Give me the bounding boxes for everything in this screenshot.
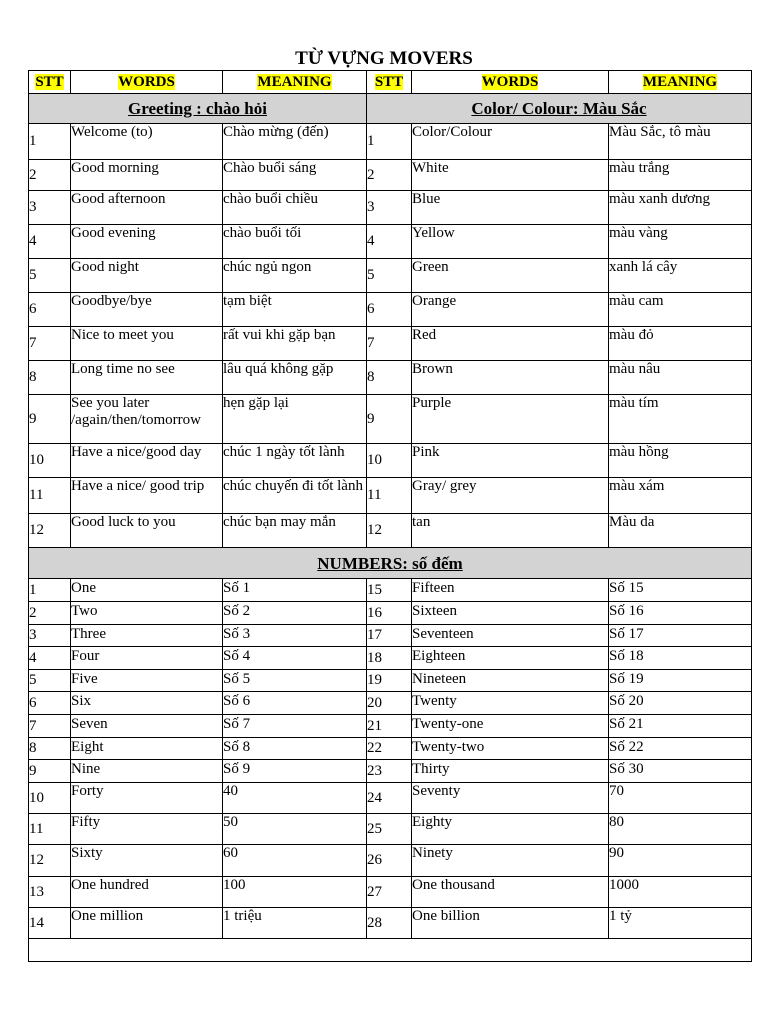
- table-row: [29, 514, 752, 548]
- row-number: 8: [29, 738, 71, 760]
- meaning-cell: màu hồng: [609, 444, 752, 478]
- row-number: 26: [367, 845, 412, 877]
- meaning-cell: 1 tỷ: [609, 908, 752, 939]
- word-cell: White: [412, 160, 609, 191]
- row-number: 2: [29, 602, 71, 625]
- meaning-cell: Số 2: [223, 602, 367, 625]
- row-number: 6: [367, 293, 412, 327]
- table-row: [29, 259, 752, 293]
- row-number: 3: [29, 191, 71, 225]
- table-row: [29, 293, 752, 327]
- meaning-cell: Chào mừng (đến): [223, 124, 367, 160]
- table-row: [29, 191, 752, 225]
- row-number: 10: [367, 444, 412, 478]
- table-row: [29, 327, 752, 361]
- header-cell: WORDS: [71, 71, 223, 94]
- meaning-cell: hẹn gặp lại: [223, 395, 367, 444]
- row-number: 12: [29, 845, 71, 877]
- row-number: 20: [367, 692, 412, 715]
- meaning-cell: Số 7: [223, 715, 367, 738]
- row-number: 10: [29, 783, 71, 814]
- word-cell: Fifty: [71, 814, 223, 845]
- word-cell: Red: [412, 327, 609, 361]
- meaning-cell: chào buổi tối: [223, 225, 367, 259]
- meaning-cell: 70: [609, 783, 752, 814]
- header-cell: STT: [367, 71, 412, 94]
- row-number: 7: [367, 327, 412, 361]
- row-number: 11: [367, 478, 412, 514]
- word-cell: Blue: [412, 191, 609, 225]
- word-cell: Nineteen: [412, 670, 609, 692]
- meaning-cell: 80: [609, 814, 752, 845]
- row-number: 16: [367, 602, 412, 625]
- word-cell: tan: [412, 514, 609, 548]
- meaning-cell: Số 8: [223, 738, 367, 760]
- row-number: 9: [29, 395, 71, 444]
- word-cell: Twenty-one: [412, 715, 609, 738]
- row-number: 9: [367, 395, 412, 444]
- table-row: [29, 395, 752, 444]
- meaning-cell: màu nâu: [609, 361, 752, 395]
- meaning-cell: màu tím: [609, 395, 752, 444]
- section-header-row: [29, 548, 752, 579]
- word-cell: Goodbye/bye: [71, 293, 223, 327]
- word-cell: Orange: [412, 293, 609, 327]
- row-number: 7: [29, 715, 71, 738]
- meaning-cell: Số 4: [223, 647, 367, 670]
- table-row: [29, 602, 752, 625]
- row-number: 18: [367, 647, 412, 670]
- word-cell: Brown: [412, 361, 609, 395]
- word-cell: Seventy: [412, 783, 609, 814]
- word-cell: Nice to meet you: [71, 327, 223, 361]
- row-number: 2: [367, 160, 412, 191]
- row-number: 23: [367, 760, 412, 783]
- row-number: 1: [367, 124, 412, 160]
- vocabulary-table: [28, 70, 752, 962]
- table-row: [29, 124, 752, 160]
- row-number: 25: [367, 814, 412, 845]
- row-number: 7: [29, 327, 71, 361]
- word-cell: One million: [71, 908, 223, 939]
- word-cell: Two: [71, 602, 223, 625]
- meaning-cell: 50: [223, 814, 367, 845]
- table-row: [29, 670, 752, 692]
- meaning-cell: Số 19: [609, 670, 752, 692]
- meaning-cell: chúc bạn may mắn: [223, 514, 367, 548]
- meaning-cell: Số 16: [609, 602, 752, 625]
- word-cell: Eight: [71, 738, 223, 760]
- word-cell: Green: [412, 259, 609, 293]
- document-title: TỪ VỰNG MOVERS: [295, 48, 473, 69]
- meaning-cell: chào buổi chiều: [223, 191, 367, 225]
- row-number: 3: [367, 191, 412, 225]
- section-title-greeting: Greeting : chào hỏi: [29, 94, 367, 124]
- word-cell: Forty: [71, 783, 223, 814]
- word-cell: Good evening: [71, 225, 223, 259]
- row-number: 8: [29, 361, 71, 395]
- word-cell: Twenty: [412, 692, 609, 715]
- row-number: 12: [367, 514, 412, 548]
- section-header-row: [29, 94, 752, 124]
- row-number: 11: [29, 814, 71, 845]
- row-number: 15: [367, 579, 412, 602]
- meaning-cell: Số 1: [223, 579, 367, 602]
- word-cell: Seventeen: [412, 625, 609, 647]
- meaning-cell: chúc 1 ngày tốt lành: [223, 444, 367, 478]
- meaning-cell: Màu Sắc, tô màu: [609, 124, 752, 160]
- word-cell: Eighty: [412, 814, 609, 845]
- meaning-cell: rất vui khi gặp bạn: [223, 327, 367, 361]
- row-number: 4: [29, 225, 71, 259]
- word-cell: Purple: [412, 395, 609, 444]
- meaning-cell: Chào buổi sáng: [223, 160, 367, 191]
- row-number: 1: [29, 124, 71, 160]
- word-cell: Color/Colour: [412, 124, 609, 160]
- row-number: 12: [29, 514, 71, 548]
- meaning-cell: Số 18: [609, 647, 752, 670]
- word-cell: Gray/ grey: [412, 478, 609, 514]
- row-number: 10: [29, 444, 71, 478]
- meaning-cell: màu cam: [609, 293, 752, 327]
- table-row: [29, 715, 752, 738]
- meaning-cell: Màu da: [609, 514, 752, 548]
- meaning-cell: xanh lá cây: [609, 259, 752, 293]
- word-cell: Twenty-two: [412, 738, 609, 760]
- meaning-cell: 40: [223, 783, 367, 814]
- word-cell: Three: [71, 625, 223, 647]
- row-number: 13: [29, 877, 71, 908]
- meaning-cell: Số 3: [223, 625, 367, 647]
- table-row: [29, 845, 752, 877]
- row-number: 21: [367, 715, 412, 738]
- table-row: [29, 814, 752, 845]
- row-number: 3: [29, 625, 71, 647]
- meaning-cell: Số 22: [609, 738, 752, 760]
- word-cell: Five: [71, 670, 223, 692]
- table-row: [29, 579, 752, 602]
- header-cell: MEANING: [609, 71, 752, 94]
- meaning-cell: 60: [223, 845, 367, 877]
- row-number: 22: [367, 738, 412, 760]
- meaning-cell: Số 21: [609, 715, 752, 738]
- section-title-color: Color/ Colour: Màu Sắc: [367, 94, 752, 124]
- meaning-cell: Số 5: [223, 670, 367, 692]
- section-title-numbers: NUMBERS: số đếm: [29, 548, 752, 579]
- word-cell: Pink: [412, 444, 609, 478]
- word-cell: Yellow: [412, 225, 609, 259]
- word-cell: Long time no see: [71, 361, 223, 395]
- table-row: [29, 877, 752, 908]
- meaning-cell: lâu quá không gặp: [223, 361, 367, 395]
- word-cell: Good morning: [71, 160, 223, 191]
- row-number: 2: [29, 160, 71, 191]
- meaning-cell: Số 15: [609, 579, 752, 602]
- word-cell: One thousand: [412, 877, 609, 908]
- word-cell: One billion: [412, 908, 609, 939]
- table-row: [29, 225, 752, 259]
- word-cell: Fifteen: [412, 579, 609, 602]
- word-cell: Sixteen: [412, 602, 609, 625]
- word-cell: Ninety: [412, 845, 609, 877]
- meaning-cell: tạm biệt: [223, 293, 367, 327]
- header-cell: STT: [29, 71, 71, 94]
- meaning-cell: chúc ngủ ngon: [223, 259, 367, 293]
- word-cell: Thirty: [412, 760, 609, 783]
- empty-row: [29, 939, 752, 962]
- meaning-cell: màu xám: [609, 478, 752, 514]
- table-row: [29, 760, 752, 783]
- row-number: 27: [367, 877, 412, 908]
- word-cell: See you later /again/then/tomorrow: [71, 395, 223, 444]
- table-row: [29, 783, 752, 814]
- meaning-cell: Số 6: [223, 692, 367, 715]
- meaning-cell: Số 9: [223, 760, 367, 783]
- empty-cell: [29, 939, 752, 962]
- meaning-cell: Số 20: [609, 692, 752, 715]
- word-cell: Good luck to you: [71, 514, 223, 548]
- word-cell: Have a nice/ good trip: [71, 478, 223, 514]
- meaning-cell: 1000: [609, 877, 752, 908]
- row-number: 4: [367, 225, 412, 259]
- table-row: [29, 692, 752, 715]
- row-number: 14: [29, 908, 71, 939]
- row-number: 11: [29, 478, 71, 514]
- row-number: 19: [367, 670, 412, 692]
- meaning-cell: Số 17: [609, 625, 752, 647]
- word-cell: Six: [71, 692, 223, 715]
- table-row: [29, 478, 752, 514]
- meaning-cell: màu vàng: [609, 225, 752, 259]
- row-number: 6: [29, 293, 71, 327]
- word-cell: Welcome (to): [71, 124, 223, 160]
- meaning-cell: Số 30: [609, 760, 752, 783]
- row-number: 9: [29, 760, 71, 783]
- word-cell: Good afternoon: [71, 191, 223, 225]
- word-cell: Eighteen: [412, 647, 609, 670]
- word-cell: Nine: [71, 760, 223, 783]
- header-cell: MEANING: [223, 71, 367, 94]
- table-row: [29, 738, 752, 760]
- meaning-cell: 100: [223, 877, 367, 908]
- table-row: [29, 444, 752, 478]
- meaning-cell: chúc chuyến đi tốt lành: [223, 478, 367, 514]
- word-cell: Good night: [71, 259, 223, 293]
- row-number: 5: [367, 259, 412, 293]
- meaning-cell: 90: [609, 845, 752, 877]
- table-row: [29, 625, 752, 647]
- row-number: 4: [29, 647, 71, 670]
- table-row: [29, 908, 752, 939]
- row-number: 17: [367, 625, 412, 647]
- word-cell: Sixty: [71, 845, 223, 877]
- header-cell: WORDS: [412, 71, 609, 94]
- word-cell: One hundred: [71, 877, 223, 908]
- row-number: 24: [367, 783, 412, 814]
- row-number: 1: [29, 579, 71, 602]
- row-number: 6: [29, 692, 71, 715]
- table-row: [29, 361, 752, 395]
- word-cell: Seven: [71, 715, 223, 738]
- word-cell: One: [71, 579, 223, 602]
- row-number: 8: [367, 361, 412, 395]
- table-header-row: [29, 71, 752, 94]
- row-number: 5: [29, 259, 71, 293]
- table-row: [29, 647, 752, 670]
- meaning-cell: màu xanh dương: [609, 191, 752, 225]
- word-cell: Four: [71, 647, 223, 670]
- meaning-cell: màu trắng: [609, 160, 752, 191]
- row-number: 5: [29, 670, 71, 692]
- meaning-cell: màu đỏ: [609, 327, 752, 361]
- word-cell: Have a nice/good day: [71, 444, 223, 478]
- meaning-cell: 1 triệu: [223, 908, 367, 939]
- table-row: [29, 160, 752, 191]
- row-number: 28: [367, 908, 412, 939]
